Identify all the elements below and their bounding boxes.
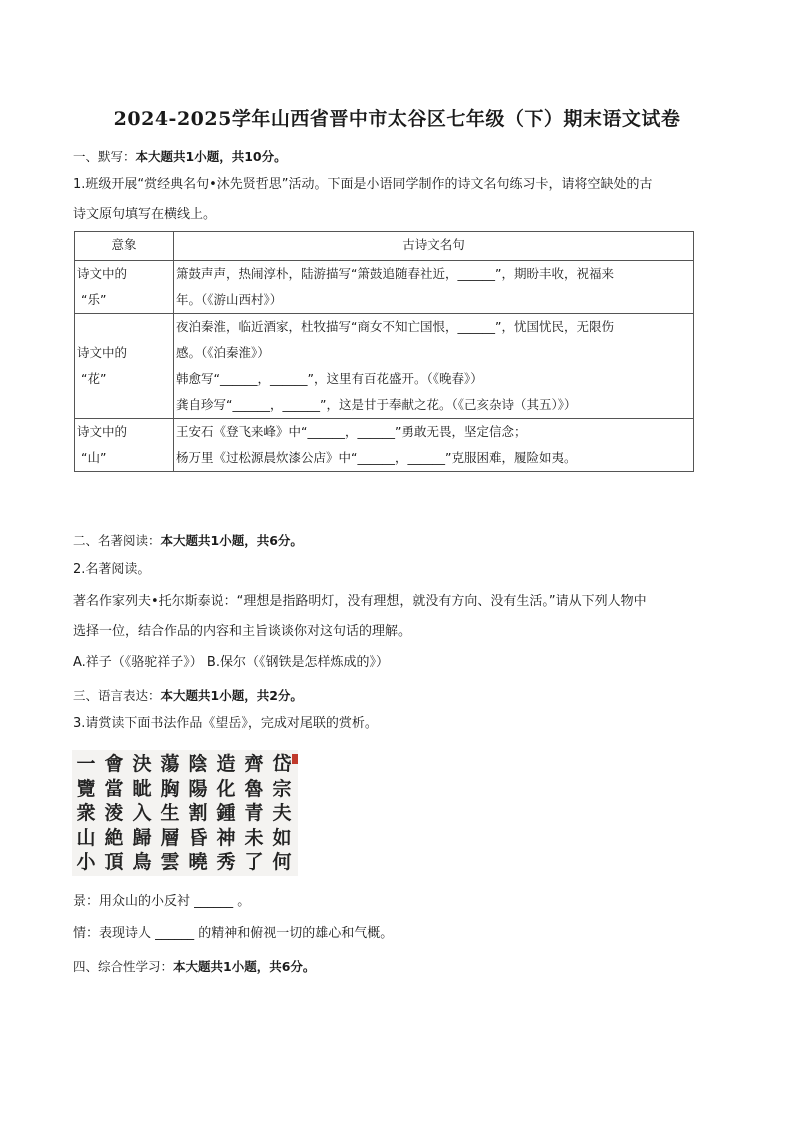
table-row — [75, 419, 694, 472]
calligraphy-char: 青 — [244, 802, 264, 824]
section-1-heading — [73, 147, 287, 165]
calligraphy-char: 如 — [272, 826, 292, 849]
poem-table — [74, 231, 694, 472]
section-1-desc: 本大题共1小题，共10分。 — [135, 149, 287, 164]
calligraphy-column — [214, 752, 238, 875]
table-header-row — [75, 232, 694, 261]
calligraphy-char: 決 — [132, 753, 152, 775]
section-4-label: 四、综合性学习： — [73, 959, 174, 974]
calligraphy-char: 神 — [216, 826, 236, 849]
verse-line: 韩愈写“______，______”，这里有百花盛开。（《晚春》） — [176, 371, 483, 386]
calligraphy-column — [102, 752, 126, 875]
section-2-heading — [73, 531, 303, 549]
row-verses-cell — [174, 314, 694, 419]
section-4-desc: 本大题共1小题，共6分。 — [173, 959, 316, 974]
calligraphy-char: 淩 — [104, 802, 124, 824]
calligraphy-char: 一 — [76, 753, 96, 775]
calligraphy-char: 入 — [132, 802, 152, 824]
calligraphy-char: 會 — [104, 753, 124, 775]
calligraphy-char: 層 — [160, 826, 180, 849]
table-header-verses: 古诗文名句 — [174, 232, 694, 261]
calligraphy-column — [186, 752, 210, 875]
q2-line1: 著名作家列夫•托尔斯泰说：“理想是指路明灯，没有理想，就没有方向、没有生活。”请从下列人物中 — [73, 594, 647, 609]
verse-line: 年。（《游山西村》） — [176, 292, 283, 307]
imagery-word: “山” — [81, 450, 107, 465]
calligraphy-char: 夫 — [272, 802, 292, 824]
calligraphy-char: 生 — [160, 802, 180, 824]
calligraphy-char: 未 — [244, 826, 264, 849]
calligraphy-column — [242, 752, 266, 875]
imagery-word: “乐” — [81, 292, 107, 307]
calligraphy-char: 陰 — [188, 753, 208, 775]
verse-line: 箫鼓声声，热闹淳朴，陆游描写“箫鼓追随春社近，______”，期盼丰收，祝福来 — [176, 266, 614, 281]
imagery-word: “花” — [81, 371, 107, 386]
calligraphy-char: 衆 — [76, 802, 96, 824]
calligraphy-char: 魯 — [244, 777, 264, 800]
imagery-line: 诗文中的 — [77, 424, 128, 439]
calligraphy-char: 昏 — [188, 826, 208, 849]
row-imagery-cell — [75, 419, 174, 472]
section-2-label: 二、名著阅读： — [73, 533, 161, 548]
q3-head: 3.请赏读下面书法作品《望岳》，完成对尾联的赏析。 — [73, 716, 378, 731]
verse-line: 杨万里《过松源晨炊漆公店》中“______，______”克服困难，履险如夷。 — [176, 450, 577, 465]
calligraphy-image — [72, 750, 298, 876]
calligraphy-char: 覽 — [76, 777, 96, 800]
table-row — [75, 261, 694, 314]
calligraphy-char: 何 — [272, 851, 292, 873]
table-row — [75, 314, 694, 419]
calligraphy-char: 陽 — [188, 777, 208, 800]
row-verses-cell — [174, 261, 694, 314]
calligraphy-char: 岱 — [272, 753, 292, 775]
calligraphy-char: 歸 — [132, 826, 152, 849]
calligraphy-char: 造 — [216, 753, 236, 775]
page-title: 2024-2025学年山西省晋中市太谷区七年级（下）期末语文试卷 — [113, 108, 681, 130]
verse-line: 感。（《泊秦淮》） — [176, 345, 270, 360]
calligraphy-char: 絶 — [104, 826, 124, 849]
calligraphy-char: 當 — [104, 777, 124, 800]
imagery-line: 诗文中的 — [77, 266, 128, 281]
calligraphy-char: 頂 — [104, 851, 124, 873]
calligraphy-column — [270, 752, 294, 875]
calligraphy-char: 割 — [188, 802, 208, 824]
calligraphy-column — [158, 752, 182, 875]
verse-line: 王安石《登飞来峰》中“______，______”勇敢无畏，坚定信念； — [176, 424, 527, 439]
section-4-heading — [73, 957, 315, 975]
imagery-line: 诗文中的 — [77, 345, 128, 360]
calligraphy-char: 化 — [216, 777, 236, 800]
calligraphy-char: 眦 — [132, 777, 152, 800]
calligraphy-char: 鍾 — [216, 802, 236, 824]
verse-line: 龚自珍写“______，______”，这是甘于奉献之花。（《己亥杂诗（其五）》） — [176, 397, 577, 412]
row-verses-cell — [174, 419, 694, 472]
section-1-label: 一、默写： — [73, 149, 136, 164]
calligraphy-char: 蕩 — [160, 753, 180, 775]
calligraphy-char: 雲 — [160, 851, 180, 873]
q1-line1: 1.班级开展“赏经典名句•沐先贤哲思”活动。下面是小语同学制作的诗文名句练习卡，请将空缺处的古 — [73, 177, 653, 192]
q2-head: 2.名著阅读。 — [73, 562, 151, 577]
row-imagery-cell — [75, 314, 174, 419]
section-2-desc: 本大题共1小题，共6分。 — [160, 533, 303, 548]
calligraphy-char: 宗 — [272, 777, 292, 800]
calligraphy-char: 鳥 — [132, 851, 152, 873]
row-imagery-cell — [75, 261, 174, 314]
q2-options: A.祥子（《骆驼祥子》） B.保尔（《钢铁是怎样炼成的》） — [73, 655, 389, 670]
calligraphy-char: 胸 — [160, 777, 180, 800]
table-header-imagery: 意象 — [75, 232, 174, 261]
calligraphy-char: 了 — [244, 851, 264, 873]
section-3-desc: 本大题共1小题，共2分。 — [160, 688, 303, 703]
calligraphy-char: 曉 — [188, 851, 208, 873]
q3-emotion: 情：表现诗人 ______ 的精神和俯视一切的雄心和气概。 — [73, 926, 394, 941]
calligraphy-char: 秀 — [216, 851, 236, 873]
calligraphy-char: 山 — [76, 826, 96, 849]
calligraphy-char: 小 — [76, 851, 96, 873]
q3-scene: 景：用众山的小反衬 ______ 。 — [73, 894, 251, 909]
q1-line2: 诗文原句填写在横线上。 — [73, 207, 217, 222]
calligraphy-column — [74, 752, 98, 875]
section-3-heading — [73, 686, 303, 704]
calligraphy-char: 齊 — [244, 753, 264, 775]
verse-line: 夜泊秦淮，临近酒家，杜牧描写“商女不知亡国恨，______”，忧国忧民，无限伤 — [176, 319, 614, 334]
calligraphy-column — [130, 752, 154, 875]
section-3-label: 三、语言表达： — [73, 688, 161, 703]
q2-line2: 选择一位，结合作品的内容和主旨谈谈你对这句话的理解。 — [73, 624, 412, 639]
